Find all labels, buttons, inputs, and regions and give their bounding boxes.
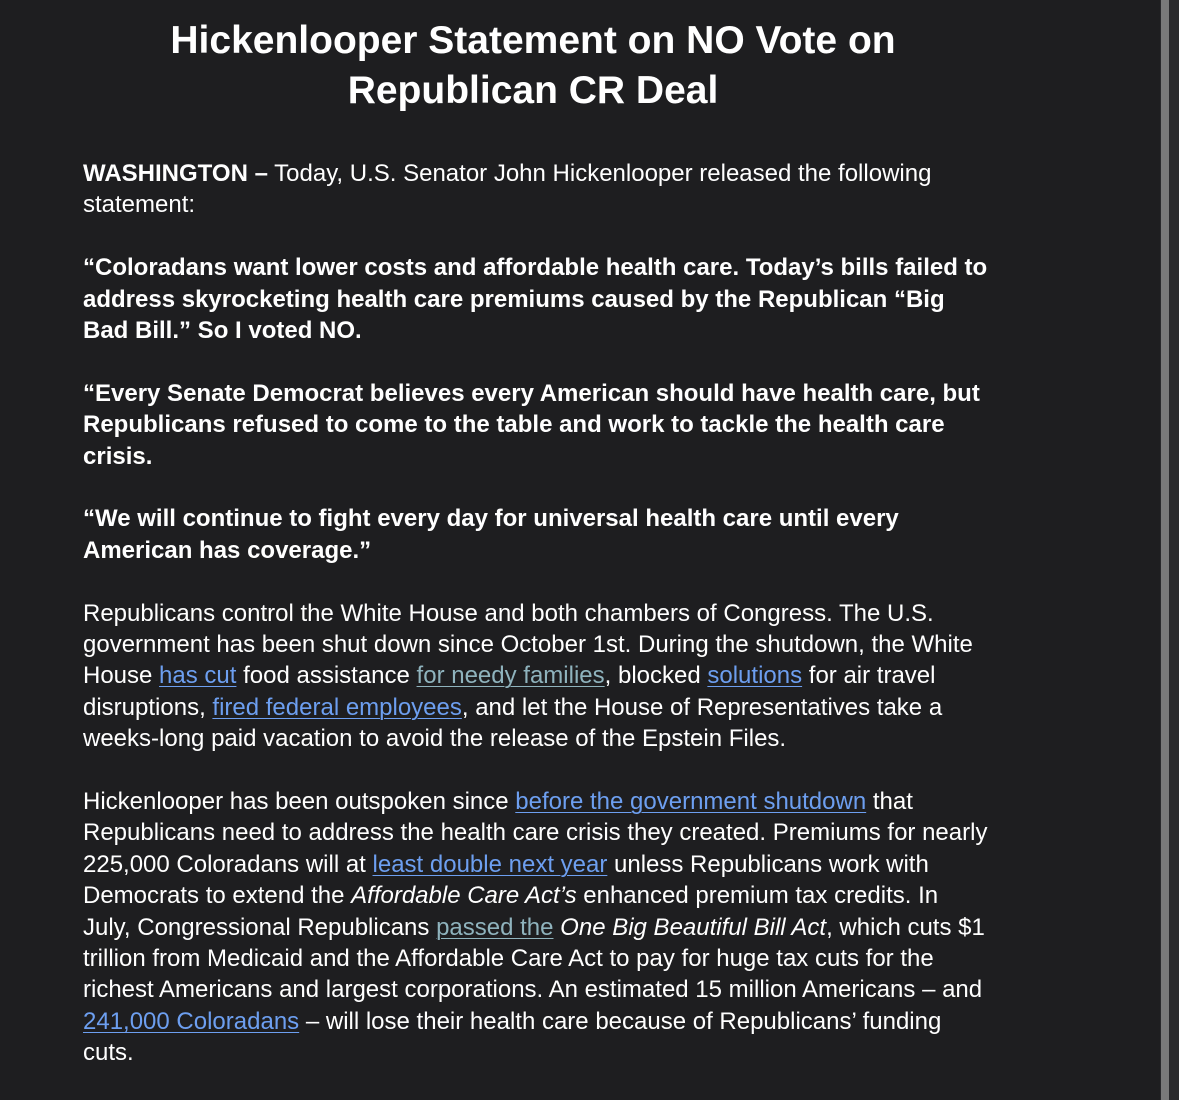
solutions-link[interactable]: solutions bbox=[707, 662, 803, 690]
needy-families-link[interactable]: for needy families bbox=[416, 662, 605, 690]
coloradans-241k-link[interactable]: 241,000 Coloradans bbox=[83, 1007, 300, 1035]
background-text-6: , which cuts $1 trillion from Medicaid and the Affordable Care Act to pay for huge tax cuts for the richest Americans and largest corporations. An estimated 15 million Americans – and bbox=[83, 913, 985, 1004]
intro-text: Today, U.S. Senator John Hickenlooper released the following statement: bbox=[83, 160, 932, 219]
title-line-1: Hickenlooper Statement on NO Vote on bbox=[170, 19, 896, 62]
context-text-5: , and let the House of Representatives take a weeks-long paid vacation to avoid the release of the Epstein Files. bbox=[83, 693, 943, 753]
title-line-2: Republican CR Deal bbox=[347, 69, 719, 112]
background-text-4: enhanced premium tax credits. In July, Congressional Republicans bbox=[83, 882, 939, 941]
background-paragraph bbox=[83, 786, 988, 1069]
quote-paragraph-3: “We will continue to fight every day for universal health care until every American has coverage.” bbox=[83, 505, 899, 564]
background-text-7: – will lose their health care because of Republicans’ funding cuts. bbox=[83, 1007, 942, 1067]
fired-employees-link[interactable]: fired federal employees bbox=[212, 693, 462, 721]
context-text-3: , blocked bbox=[604, 662, 708, 690]
aca-italic: Affordable Care Act’s bbox=[351, 882, 577, 910]
scrollbar-thumb[interactable] bbox=[1161, 0, 1169, 1100]
dateline: WASHINGTON – bbox=[83, 160, 268, 187]
context-text-4: for air travel disruptions, bbox=[83, 662, 936, 721]
context-text-2: food assistance bbox=[236, 662, 417, 690]
obbba-italic: One Big Beautiful Bill Act bbox=[560, 913, 827, 941]
passed-the-link[interactable]: passed the bbox=[436, 913, 554, 941]
context-paragraph bbox=[83, 598, 988, 755]
page-title bbox=[83, 16, 983, 116]
before-shutdown-link[interactable]: before the government shutdown bbox=[515, 788, 867, 816]
scrollbar-track[interactable] bbox=[1160, 0, 1179, 1100]
background-text-2: that Republicans need to address the health care crisis they created. Premiums for nearly 225,000 Coloradans will at bbox=[83, 788, 988, 878]
press-release bbox=[83, 16, 988, 1069]
quote-paragraph-2: “Every Senate Democrat believes every American should have health care, but Republicans refused to come to the table and work to tackle the health care crisis. bbox=[83, 379, 980, 470]
quote-paragraph-1: “Coloradans want lower costs and affordable health care. Today’s bills failed to address skyrocketing health care premiums caused by the Republican “Big Bad Bill.” So I voted NO. bbox=[83, 254, 988, 345]
least-double-link[interactable]: least double next year bbox=[372, 850, 608, 878]
background-text-3: unless Republicans work with Democrats to extend the bbox=[83, 850, 929, 910]
background-text-1: Hickenlooper has been outspoken since bbox=[83, 788, 516, 816]
intro-paragraph bbox=[83, 158, 988, 221]
has-cut-link[interactable]: has cut bbox=[159, 662, 237, 690]
context-text-1: Republicans control the White House and both chambers of Congress. The U.S. government has been shut down since October 1st. During the shutdown, the White House bbox=[83, 599, 973, 690]
